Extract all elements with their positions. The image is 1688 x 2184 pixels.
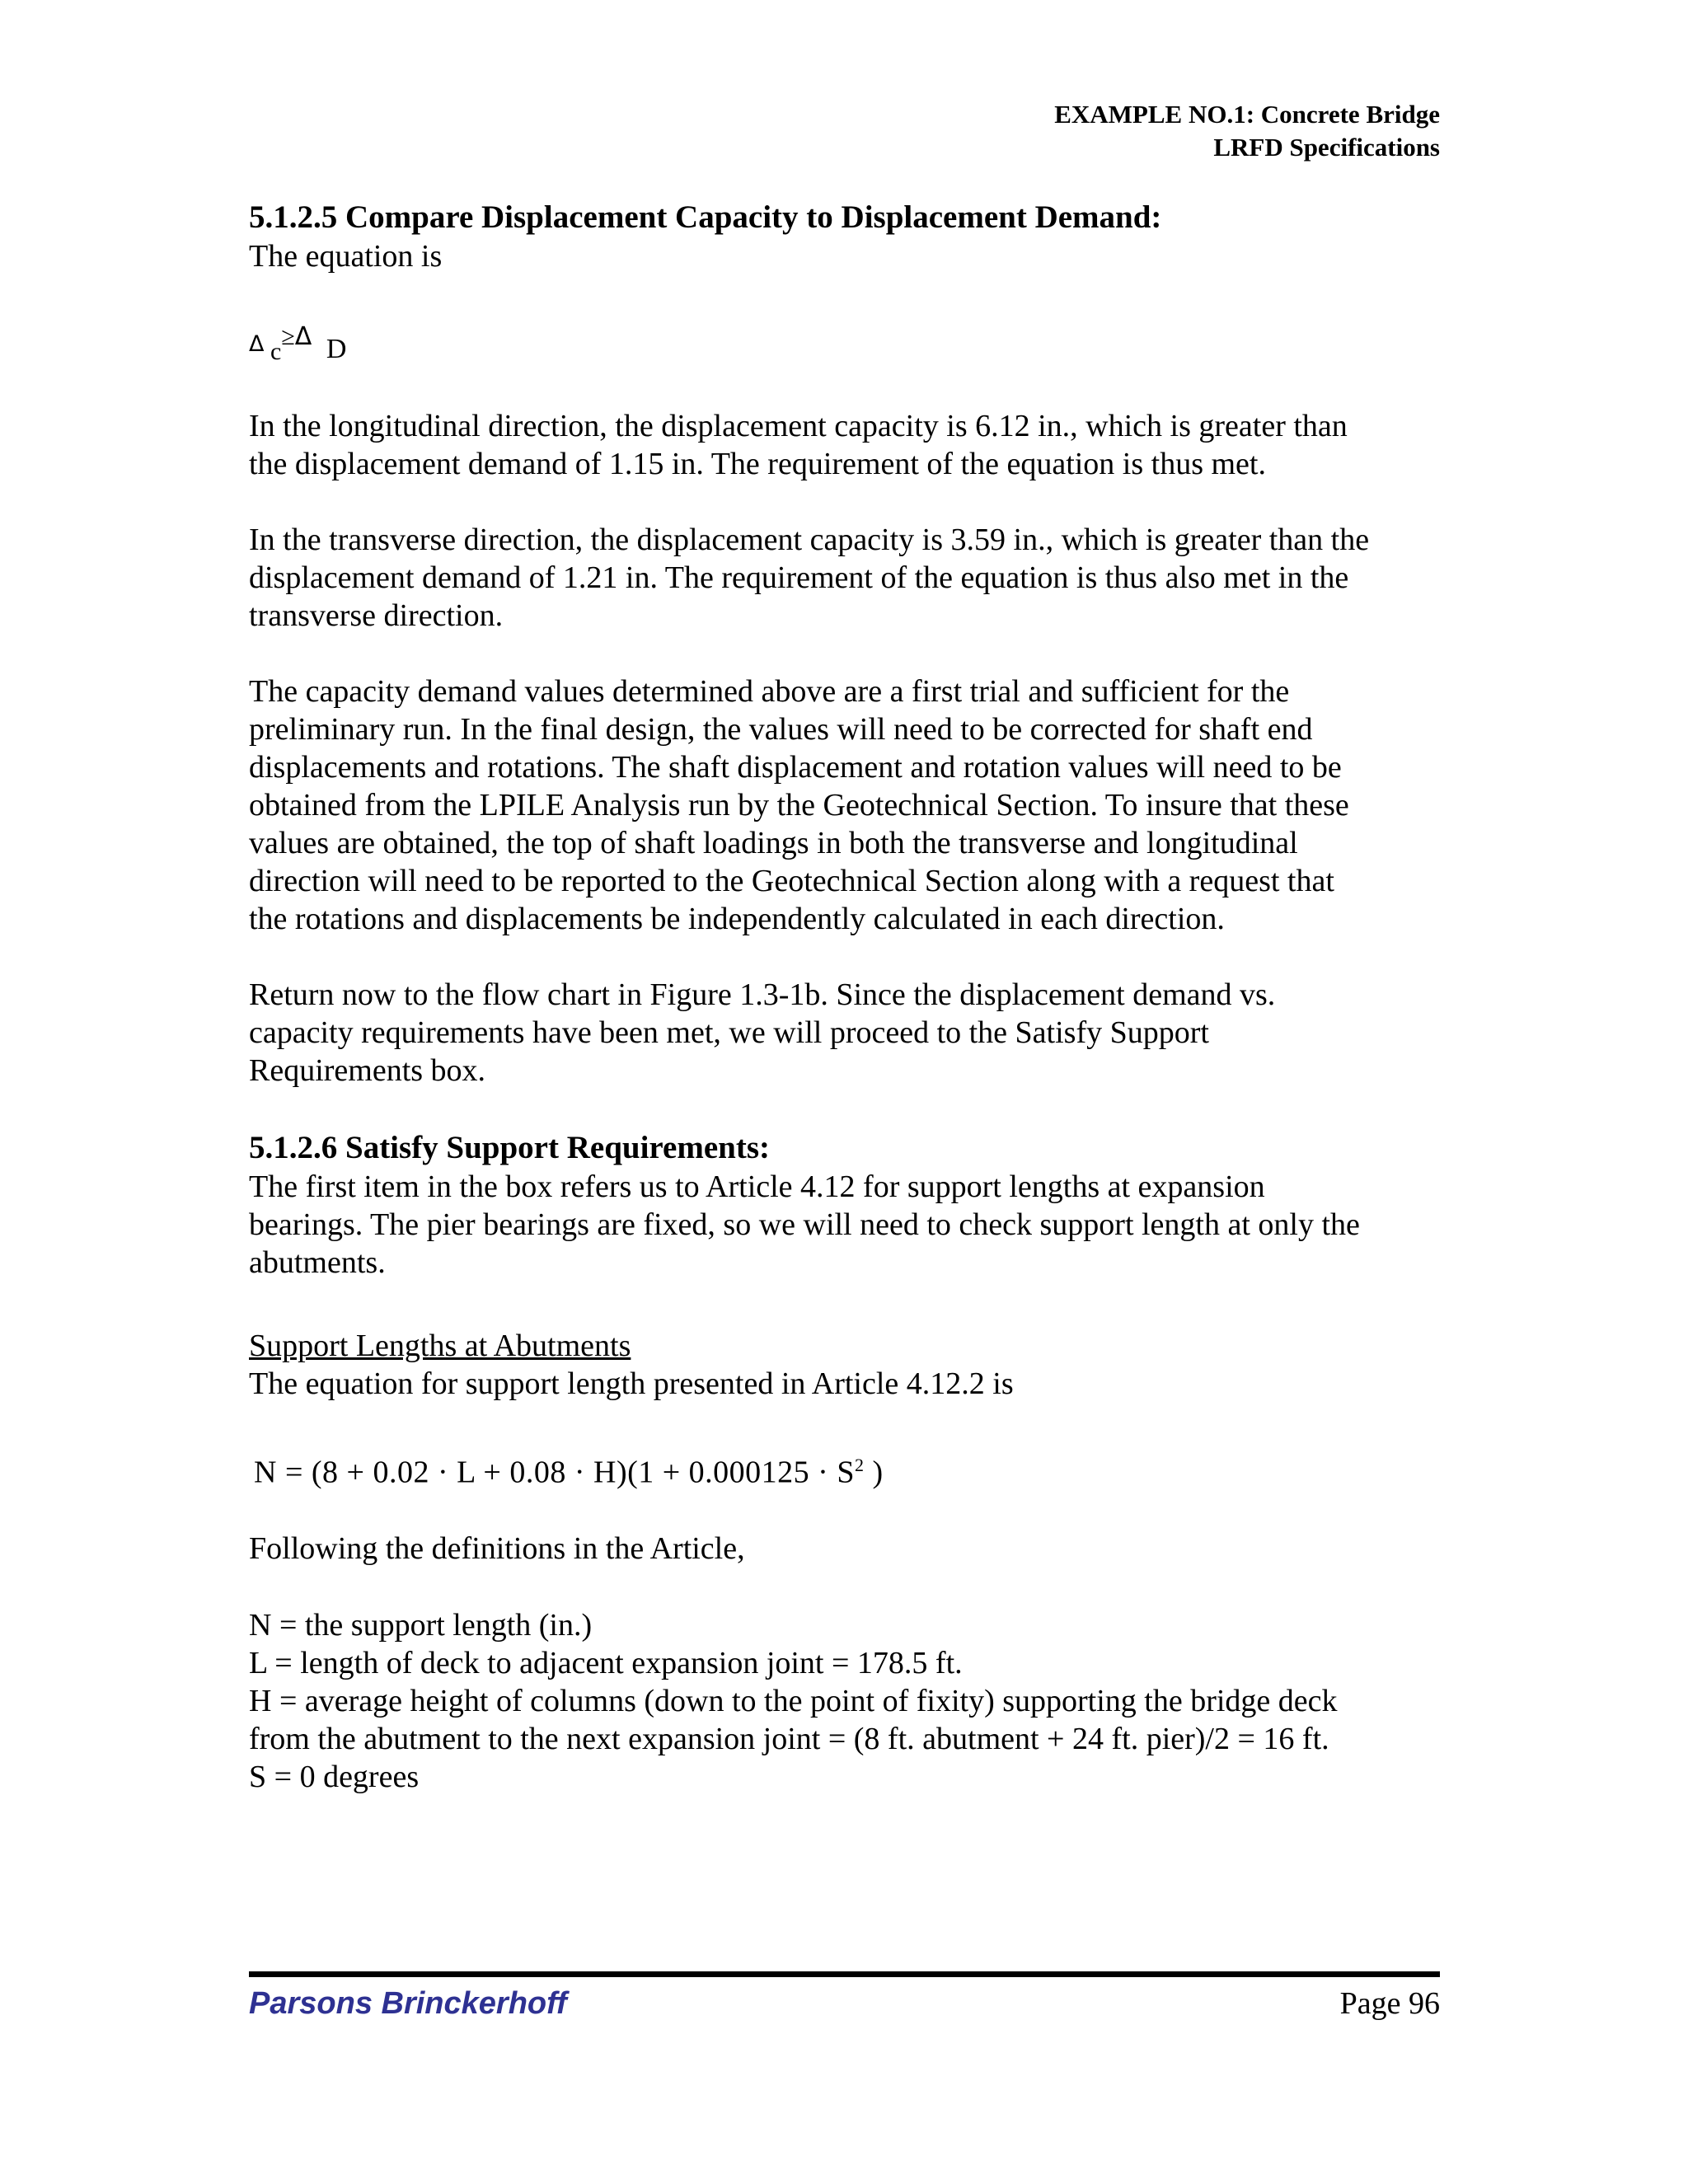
text-line: bearings. The pier bearings are fixed, so we will need to check support length at only the <box>249 1207 1360 1242</box>
text-line: the rotations and displacements be independently calculated in each direction. <box>249 902 1225 936</box>
definition-item: L = length of deck to adjacent expansion joint = 178.5 ft. <box>249 1646 963 1680</box>
section-5-1-2-5 <box>249 198 1444 275</box>
support-lengths-block <box>249 1327 1444 1403</box>
header-title: EXAMPLE NO.1: Concrete Bridge <box>1054 100 1440 129</box>
subscript-c: c <box>270 338 282 365</box>
equation-exponent: 2 <box>854 1455 865 1475</box>
text-line: displacement demand of 1.21 in. The requirement of the equation is thus also met in the <box>249 560 1349 595</box>
text-line: abutments. <box>249 1245 386 1280</box>
paragraph-flow-chart <box>249 976 1444 1090</box>
footer-rule <box>249 1971 1440 1977</box>
support-length-equation <box>254 1446 884 1492</box>
definitions-list <box>249 1606 1444 1796</box>
header-subtitle: LRFD Specifications <box>1213 133 1440 162</box>
text-line: The capacity demand values determined above are a first trial and sufficient for the <box>249 674 1290 709</box>
definition-item: S = 0 degrees <box>249 1760 420 1794</box>
text-line: values are obtained, the top of shaft loadings in both the transverse and longitudinal <box>249 826 1298 860</box>
definition-item: H = average height of columns (down to the point of fixity) supporting the bridge deck <box>249 1684 1338 1718</box>
subheading-support-lengths: Support Lengths at Abutments <box>249 1329 631 1363</box>
text-line: The first item in the box refers us to Article 4.12 for support lengths at expansion <box>249 1169 1265 1204</box>
paragraph-capacity-demand <box>249 673 1444 938</box>
delta-capacity-symbol: Δ <box>249 331 265 357</box>
definition-item: N = the support length (in.) <box>249 1608 593 1643</box>
paragraph-transverse <box>249 521 1444 635</box>
definition-item: from the abutment to the next expansion joint = (8 ft. abutment + 24 ft. pier)/2 = 16 ft. <box>249 1722 1329 1756</box>
text-line: the displacement demand of 1.15 in. The requirement of the equation is thus met. <box>249 447 1266 481</box>
paragraph-longitudinal <box>249 407 1444 483</box>
subscript-d: D <box>326 334 347 364</box>
text-line: transverse direction. <box>249 598 504 633</box>
text-line: preliminary run. In the final design, the values will need to be corrected for shaft end <box>249 712 1313 747</box>
definitions-intro <box>249 1530 1444 1568</box>
section-5-1-2-6 <box>249 1128 1444 1282</box>
footer-company: Parsons Brinckerhoff <box>249 1986 567 2021</box>
section-heading-5-1-2-5: 5.1.2.5 Compare Displacement Capacity to Displacement Demand: <box>249 199 1162 235</box>
delta-demand-symbol: Δ <box>294 322 312 351</box>
section-heading-5-1-2-6: 5.1.2.6 Satisfy Support Requirements: <box>249 1130 770 1165</box>
text-line: displacements and rotations. The shaft displacement and rotation values will need to be <box>249 750 1342 785</box>
text-line: capacity requirements have been met, we will proceed to the Satisfy Support <box>249 1015 1209 1050</box>
text-line: obtained from the LPILE Analysis run by the Geotechnical Section. To insure that these <box>249 788 1349 823</box>
text-line: In the transverse direction, the displacement capacity is 3.59 in., which is greater than the <box>249 523 1370 557</box>
text-line: Requirements box. <box>249 1053 486 1088</box>
running-header <box>1054 98 1440 164</box>
footer-page-number: Page 96 <box>1339 1986 1440 2021</box>
displacement-equation <box>249 322 347 365</box>
equation-close: ) <box>864 1455 884 1490</box>
following-text: Following the definitions in the Article, <box>249 1531 745 1566</box>
text-line: Return now to the flow chart in Figure 1.3-1b. Since the displacement demand vs. <box>249 977 1276 1012</box>
greater-equal-symbol: ≥ <box>281 323 295 350</box>
equation-intro: The equation is <box>249 239 443 274</box>
equation-body: N = (8 + 0.02 · L + 0.08 · H)(1 + 0.000125 · S <box>254 1455 855 1490</box>
text-line: direction will need to be reported to the Geotechnical Section along with a request that <box>249 864 1334 898</box>
support-equation-intro: The equation for support length presented in Article 4.12.2 is <box>249 1366 1014 1401</box>
text-line: In the longitudinal direction, the displacement capacity is 6.12 in., which is greater than <box>249 409 1348 443</box>
